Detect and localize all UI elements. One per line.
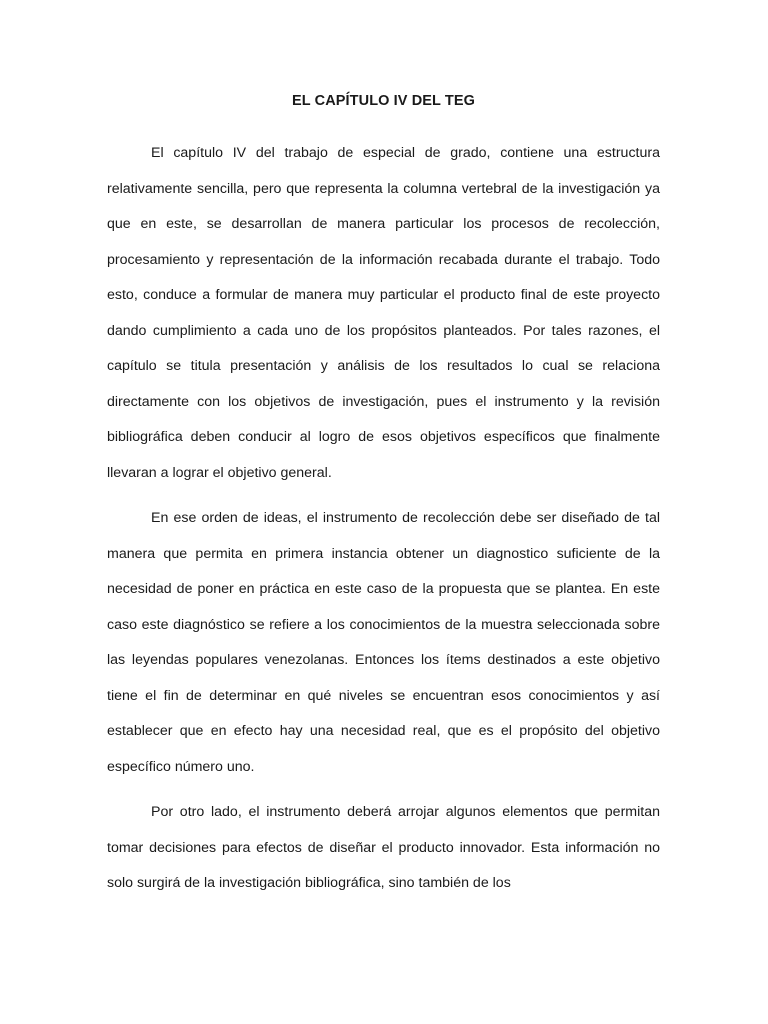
paragraph-2: En ese orden de ideas, el instrumento de recolección debe ser diseñado de tal manera que permita en primera instancia obtener un diagnostico suficiente de la necesidad de poner en práctica en este caso de la propuesta que se plantea. En este caso este diagnóstico se refiere a los conocimientos de la muestra seleccionada sobre las leyendas populares venezolanas. Entonces los ítems destinados a este objetivo tiene el fin de determinar en qué niveles se encuentran esos conocimientos y así establecer que en efecto hay una necesidad real, que es el propósito del objetivo específico número uno. [107,510,660,775]
paragraph-1: El capítulo IV del trabajo de especial de grado, contiene una estructura relativamente sencilla, pero que representa la columna vertebral de la investigación ya que en este, se desarrollan de manera particular los procesos de recolección, procesamiento y representación de la información recabada durante el trabajo. Todo esto, conduce a formular de manera muy particular el producto final de este proyecto dando cumplimiento a cada uno de los propósitos planteados. Por tales razones, el capítulo se titula presentación y análisis de los resultados lo cual se relaciona directamente con los objetivos de investigación, pues el instrumento y la revisión bibliográfica deben conducir al logro de esos objetivos específicos que finalmente llevaran a lograr el objetivo general. [107,145,660,481]
document-page [107,88,660,912]
paragraph-3: Por otro lado, el instrumento deberá arrojar algunos elementos que permitan tomar decisiones para efectos de diseñar el producto innovador. Esta información no solo surgirá de la investigación bibliográfica, sino también de los [107,804,660,891]
page-title: EL CAPÍTULO IV DEL TEG [292,93,475,109]
